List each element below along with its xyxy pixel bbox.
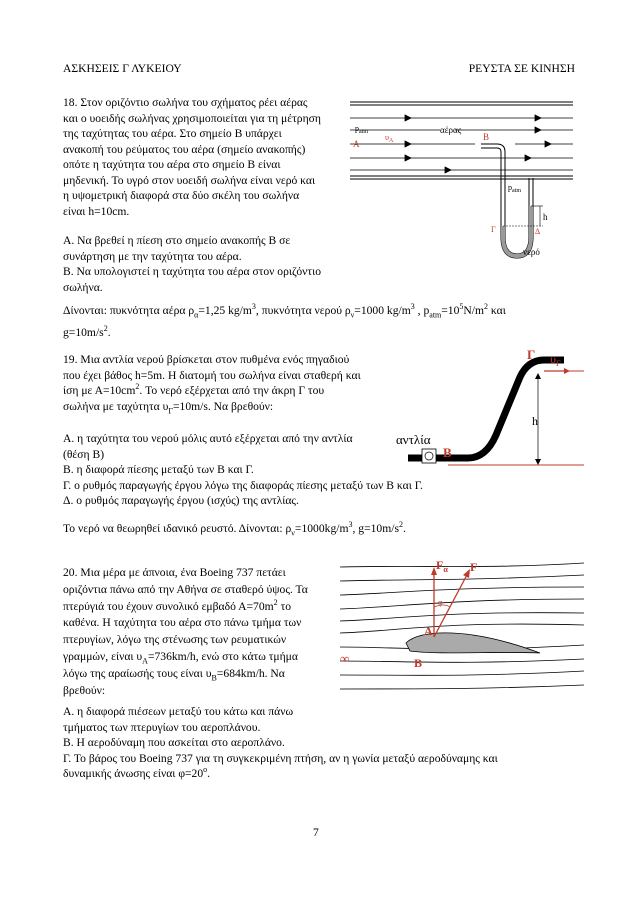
ex19-pump-figure [388,345,584,470]
ex20-line: λόγω της αραίωσής τους είναι $\upsilon_B=684km/h$. Να [63,666,285,683]
ex19-line: ίση με $A=10cm^2$. Το νερό εξέρχεται από την άκρη Γ του [63,382,325,397]
ex18-line: η υψομετρική διαφορά στα δύο σκέλη του σωλήνα [63,189,300,202]
svg-text:patm: $p_{atm}$ [355,124,368,135]
ex20-line: γραμμών, είναι $\upsilon_A=736km/h$, ενώ στο κάτω τμήμα [63,649,298,666]
page-number: 7 [313,826,319,839]
ex18-question-a: Α. Να βρεθεί η πίεση στο σημείο ανακοπής Β σε [63,234,291,247]
ex19-body [63,352,403,414]
ex19-question-a: (θέση Β) [63,447,105,461]
ex20-questions [63,704,583,782]
ex20-line: 20. Μια μέρα με άπνοια, ένα Boeing 737 πετάει [63,566,286,579]
fig18-air-label: αέρας [440,125,462,135]
ex18-line: της ταχύτητας του αέρα. Στο σημείο Β υπάρχει [63,127,282,140]
ex18-line: ανακοπή του ρεύματος του αέρα (σημείο ανακοπής) [63,142,306,156]
ex18-body [63,95,353,295]
ex20-line: καθένα. Η ταχύτητα του αέρα στο πάνω τμήμα των [63,616,302,630]
fig19-point-B: Β [443,445,452,460]
svg-text:patm: $p_{atm}$ [508,183,521,194]
fig18-water-label: νερό [523,247,540,257]
ex20-wing-figure [340,555,584,705]
ex20-line: βρεθούν: [63,683,106,697]
fig20-point-B: Β [414,656,423,670]
fig19-pump-label: αντλία [396,432,431,447]
ex20-question-a: Α. η διαφορά πιέσεων μεταξύ του κάτω και πάνω [63,705,294,718]
pump-icon [422,449,436,463]
ex18-question-a: συνάρτηση με την ταχύτητα του αέρα. [63,249,242,263]
svg-text:Fα: $F_\alpha$ [436,558,448,574]
ex20-question-c: δυναμικής άνωσης είναι $\varphi=20^o$. [63,765,211,780]
svg-text:υΑ: $\upsilon_A$ [385,133,394,144]
ex20-question-c: Γ. Το βάρος του Boeing 737 για τη συγκεκριμένη πτήση, αν η γωνία μεταξύ αεροδύναμης και [63,751,498,765]
fig20-F-label: F [470,560,478,574]
header-left: ΑΣΚΗΣΕΙΣ Γ ΛΥΚΕΙΟΥ [63,62,182,75]
ex18-line: και ο υοειδής σωλήνας χρησιμοποιείται για τη μέτρηση [63,111,321,125]
fig19-point-G: Γ [527,347,536,362]
ex19-question-b: Β. η διαφορά πίεσης μεταξύ των Β και Γ. [63,463,254,476]
ex20-line: οριζόντια πάνω από την Αθήνα σε σταθερό ύψος. Τα [63,582,308,596]
fig19-h-label: h [532,414,538,428]
fig18-point-D: Δ [535,227,541,236]
ex18-pitot-figure [345,92,577,262]
fig18-h-label: h [543,212,548,222]
ex19-line: σωλήνα με ταχύτητα $\upsilon_\Gamma=10m/s$. Να βρεθούν: [63,399,274,415]
ex18-line: μηδενική. Το υγρό στον υοειδή σωλήνα είναι νερό και [63,173,316,187]
ex18-line: είναι h=10cm. [63,204,130,218]
ex19-question-c: Γ. ο ρυθμός παραγωγής έργου λόγω της διαφοράς πίεσης μεταξύ των Β και Γ. [63,478,423,492]
ex18-line: οπότε η ταχύτητα του αέρα στο σημείο Β είναι [63,158,281,171]
fig18-point-A: Α [353,139,360,149]
ex18-question-b: Β. Να υπολογιστεί η ταχύτητα του αέρα στον οριζόντιο [63,265,321,278]
ex19-line: που έχει βάθος h=5m. Η διατομή του σωλήνα είναι σταθερή και [63,368,361,382]
ex20-line: πτερύγιά του έχουν συνολικό εμβαδό $A=70m^2$ το [63,597,292,613]
ex19-question-d: Δ. ο ρυθμός παραγωγής έργου (ισχύς) της αντλίας. [63,494,299,507]
ex18-line: 18. Στον οριζόντιο σωλήνα του σχήματος ρέει αέρας [63,96,308,109]
ex19-line: 19. Μια αντλία νερού βρίσκεται στον πυθμένα ενός πηγαδιού [63,353,350,366]
ex19-note: Το νερό να θεωρηθεί ιδανικό ρευστό. Δίνονται: $\rho_\nu=1000kg/m^3$, $g=10m/s^2$. [63,520,406,538]
fig18-point-B: Β [483,132,490,142]
fig20-point-A: Α [424,624,433,638]
header-right: ΡΕΥΣΤΑ ΣΕ ΚΙΝΗΣΗ [468,62,575,75]
ex20-line: πτερυγίων, λόγω της στένωσης των ρευματικών [63,633,287,647]
ex18-question-b: σωλήνα. [63,280,103,294]
ex20-question-a: τμήματος των πτερυγίων του αεροπλάνου. [63,720,261,734]
svg-text:φ: φ [438,598,443,607]
fig20-infinity: ∞ [340,651,350,666]
ex18-given: Δίνονται: πυκνότητα αέρα $\rho_\alpha=1,25$ $kg/m^3$, πυκνότητα νερού $\rho_\nu=1000$ $kg/m^3$ , $p_{atm}=10^5N/m^2$ και $g=10m/s^2$. [63,302,506,339]
ex19-question-a: Α. η ταχύτητα του νερού μόλις αυτό εξέρχεται από την αντλία [63,432,353,445]
ex20-body [63,565,343,699]
fig18-point-G: Γ [491,225,496,234]
ex20-question-b: Β. Η αεροδύναμη που ασκείται στο αεροπλάνο. [63,736,285,749]
svg-text:υΓ: $\upsilon_\Gamma$ [550,352,561,368]
